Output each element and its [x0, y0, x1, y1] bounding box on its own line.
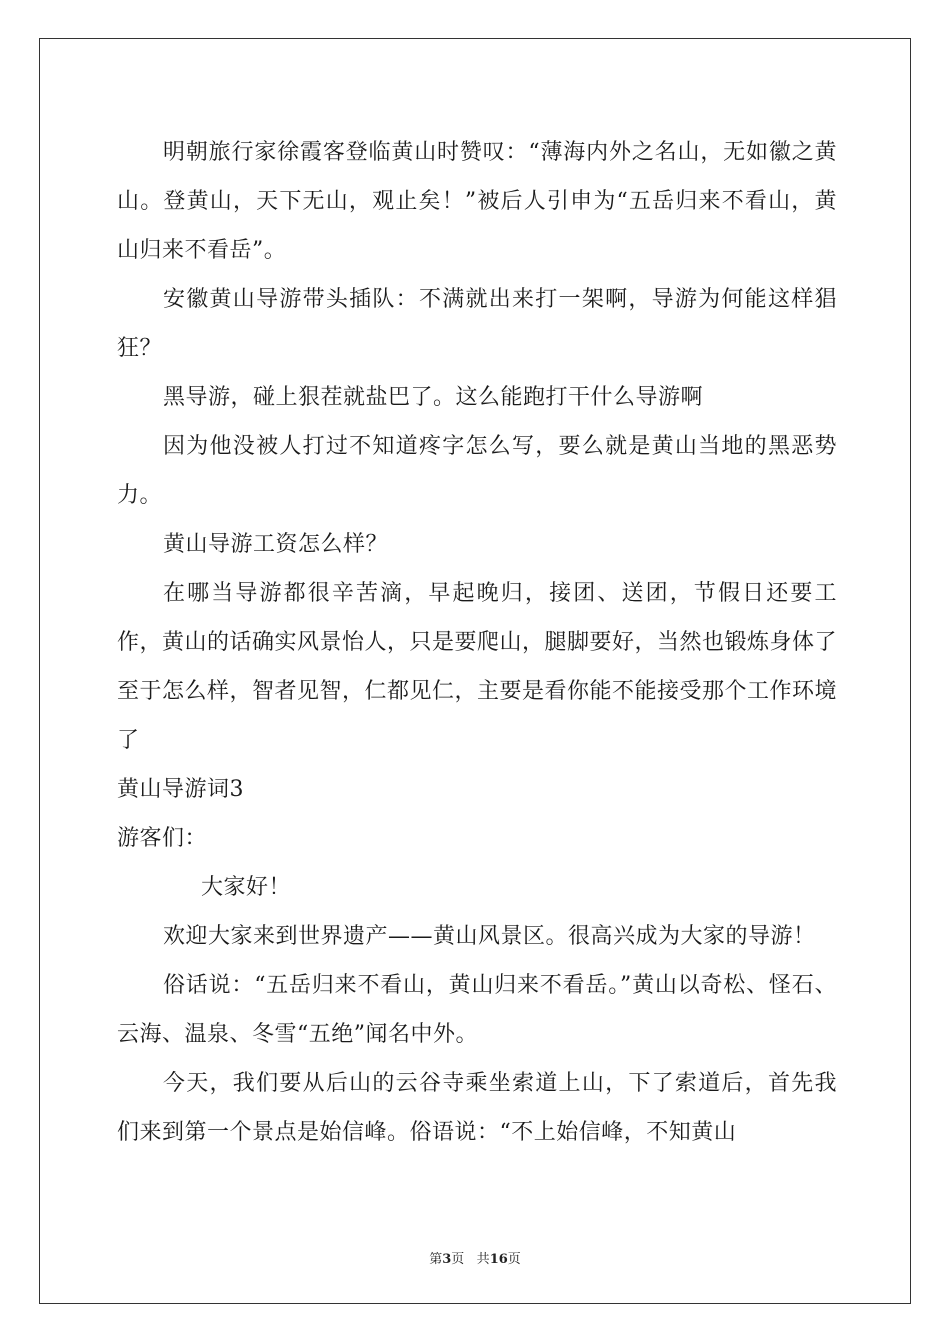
document-body [117, 128, 837, 1157]
paragraph-welcome: 欢迎大家来到世界遗产——黄山风景区。很高兴成为大家的导游！ [163, 924, 816, 949]
footer-total-suffix: 页 [507, 1252, 521, 1267]
footer-total-pages: 16 [489, 1252, 508, 1267]
paragraph-3: 黑导游，碰上狠茬就盐巴了。这么能跑打干什么导游啊 [163, 385, 704, 410]
section-heading: 黄山导游词3 [117, 777, 244, 802]
paragraph-1: 明朝旅行家徐霞客登临黄山时赞叹：“薄海内外之名山，无如徽之黄山。登黄山，天下无山，观止矣！”被后人引申为“五岳归来不看山，黄山归来不看岳”。 [117, 140, 837, 263]
greeting: 大家好！ [201, 875, 292, 900]
footer-prefix: 第 [429, 1252, 443, 1267]
paragraph-2: 安徽黄山导游带头插队：不满就出来打一架啊，导游为何能这样猖狂？ [117, 287, 837, 361]
paragraph-5: 黄山导游工资怎么样？ [163, 532, 389, 557]
footer-page-number: 3 [442, 1252, 452, 1267]
paragraph-proverb: 俗话说：“五岳归来不看山，黄山归来不看岳。”黄山以奇松、怪石、云海、温泉、冬雪“五绝”闻名中外。 [117, 973, 837, 1047]
footer-total-prefix: 共 [476, 1252, 490, 1267]
paragraph-itinerary: 今天，我们要从后山的云谷寺乘坐索道上山，下了索道后，首先我们来到第一个景点是始信峰。俗语说：“不上始信峰，不知黄山 [117, 1071, 837, 1145]
salutation: 游客们： [117, 826, 208, 851]
page-footer [0, 1248, 950, 1267]
footer-page-suffix: 页 [451, 1252, 465, 1267]
paragraph-6: 在哪当导游都很辛苦滴，早起晚归，接团、送团，节假日还要工作，黄山的话确实风景怡人，只是要爬山，腿脚要好，当然也锻炼身体了至于怎么样，智者见智，仁都见仁，主要是看你能不能接受那个工作环境了 [117, 581, 838, 753]
paragraph-4: 因为他没被人打过不知道疼字怎么写，要么就是黄山当地的黑恶势力。 [117, 434, 837, 508]
